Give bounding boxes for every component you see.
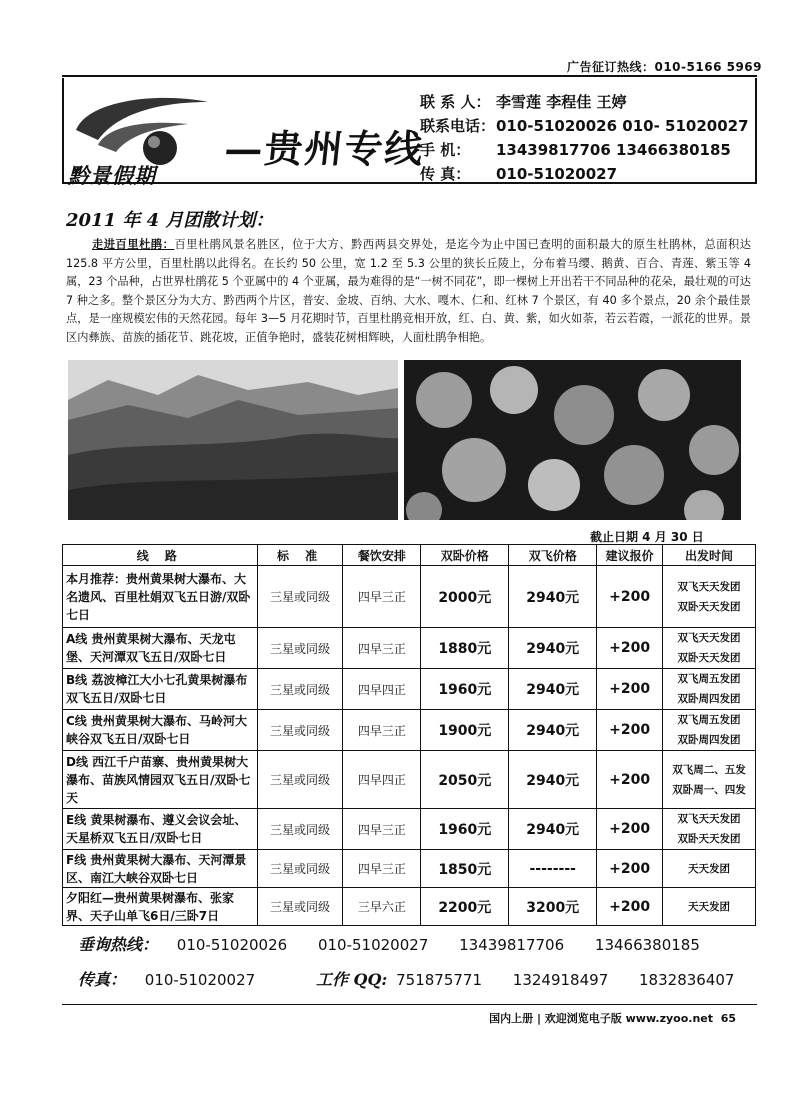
col-header-departure: 出发时间 [663,545,756,566]
hotline-number: 13439817706 [459,936,565,954]
contact-value: 010-51020026 010- 51020027 [496,117,749,135]
fax-number: 010-51020027 [144,971,256,989]
departure-cell [663,669,756,710]
departure-line: 双飞周五发团 [677,673,741,685]
col-header-standard: 标 准 [257,545,343,566]
departure-cell [663,566,756,628]
footer-fax-qq [78,967,760,990]
departure-cell [663,888,756,926]
sleeper-price-cell: 2050元 [421,751,509,809]
qq-number: 1324918497 [512,971,609,989]
contact-person [420,92,626,112]
markup-cell: +200 [597,710,663,751]
route-cell: C线 贵州黄果树大瀑布、马岭河大峡谷双飞五日/双卧七日 [63,710,258,751]
departure-line: 双飞天天发团 [677,813,741,825]
table-row [63,850,756,888]
contact-value: 李雪莲 李程佳 王婷 [496,93,627,111]
route-cell: 本月推荐：贵州黄果树大瀑布、大名遗风、百里杜娟双飞五日游/双卧七日 [63,566,258,628]
meals-cell: 三早六正 [343,888,421,926]
qq-label: 工作 QQ: [315,970,388,989]
flight-price-cell: 2940元 [509,809,597,850]
route-cell: A线 贵州黄果树大瀑布、天龙屯堡、天河潭双飞五日/双卧七日 [63,628,258,669]
departure-line: 双飞周五发团 [677,714,741,726]
table-row [63,566,756,628]
page-footer-text: 国内上册 | 欢迎浏览电子版 www.zyoo.net [489,1012,714,1025]
azalea-photo [404,360,741,520]
hotline-number: 010-51020027 [317,936,429,954]
standard-cell: 三星或同级 [257,669,343,710]
brand-name: 黔景假期 [68,163,156,188]
standard-cell: 三星或同级 [257,751,343,809]
departure-line: 双飞天天发团 [677,632,741,644]
departure-line: 双卧天天发团 [677,652,741,664]
standard-cell: 三星或同级 [257,710,343,751]
ad-hotline: 广告征订热线：010-5166 5969 [566,60,762,74]
deadline: 截止日期 4 月 30 日 [590,530,704,544]
meals-cell: 四早三正 [343,809,421,850]
departure-line: 双卧周四发团 [677,693,741,705]
contact-value: 010-51020027 [496,165,618,183]
meals-cell: 四早三正 [343,628,421,669]
departure-line: 双飞周二、五发 [672,763,746,776]
departure-line: 双卧周四发团 [677,734,741,746]
footer-hotlines [78,932,726,955]
route-cell: E线 黄果树瀑布、遵义会议会址、天星桥双飞五日/双卧七日 [63,809,258,850]
table-row [63,888,756,926]
qq-number: 751875771 [396,971,483,989]
markup-cell: +200 [597,809,663,850]
flight-price-cell: 2940元 [509,669,597,710]
sleeper-price-cell: 1880元 [421,628,509,669]
standard-cell: 三星或同级 [257,628,343,669]
departure-cell [663,751,756,809]
meals-cell: 四早四正 [343,751,421,809]
flight-price-cell: 2940元 [509,566,597,628]
departure-cell [663,628,756,669]
sleeper-price-cell: 1960元 [421,669,509,710]
route-cell: D线 西江千户苗寨、贵州黄果树大瀑布、苗族风情园双飞五日/双卧七天 [63,751,258,809]
hotline-label: 垂询热线： [78,935,159,954]
flight-price-cell: 2940元 [509,628,597,669]
contact-value: 13439817706 13466380185 [496,141,731,159]
hotline-number: 010-51020026 [176,936,288,954]
departure-line: 双卧天天发团 [677,600,741,613]
markup-cell: +200 [597,566,663,628]
line-name: —贵州专线 [222,126,428,171]
meals-cell: 四早四正 [343,669,421,710]
departure-cell [663,850,756,888]
markup-cell: +200 [597,850,663,888]
meals-cell: 四早三正 [343,710,421,751]
col-header-meals: 餐饮安排 [343,545,421,566]
markup-cell: +200 [597,751,663,809]
departure-line: 双卧周一、四发 [672,783,746,796]
route-cell: B线 荔波樟江大小七孔黄果树瀑布双飞五日/双卧七日 [63,669,258,710]
standard-cell: 三星或同级 [257,566,343,628]
table-header-row [63,545,756,566]
contact-fax [420,164,617,184]
departure-line: 天天发团 [688,862,731,875]
contact-label: 传 真： [420,165,471,183]
sleeper-price-cell: 1900元 [421,710,509,751]
table-row [63,669,756,710]
standard-cell: 三星或同级 [257,809,343,850]
departure-line: 双卧天天发团 [677,833,741,845]
sleeper-price-cell: 2200元 [421,888,509,926]
table-row [63,809,756,850]
table-row [63,710,756,751]
tour-table-body [63,566,756,926]
route-cell: 夕阳红—贵州黄果树瀑布、张家界、天子山单飞6日/三卧7日 [63,888,258,926]
markup-cell: +200 [597,628,663,669]
standard-cell: 三星或同级 [257,888,343,926]
departure-line: 双飞天天发团 [677,580,741,593]
flight-price-cell: 2940元 [509,751,597,809]
hotline-number: 13466380185 [594,936,700,954]
contact-label: 联 系 人： [420,93,491,111]
tour-price-table [62,544,756,926]
intro-highlight: 走进百里杜鹃： [92,238,175,251]
contact-label: 手 机： [420,141,471,159]
markup-cell: +200 [597,888,663,926]
footer-rule [62,1004,757,1005]
col-header-markup: 建议报价 [597,545,663,566]
sleeper-price-cell: 2000元 [421,566,509,628]
intro-text: 百里杜鹃风景名胜区，位于大方、黔西两县交界处，是迄今为止中国已查明的面积最大的原生杜鹃林，总面积达 125.8 平方公里，百里杜鹃以此得名。在长约 50 公里，宽 1.2 至 5.3 公里的狭长丘陵上，分布着马缨、鹅黄、百合、青莲、紫玉等 4 属，23 个品种，占世界杜鹃花 5 个亚属中的 4 个亚属，最为难得的是“一树不同花”，即一棵树上开出若干不同品种的花朵，最壮观的可达 7 种之多。整个景区分为大方、黔西两个片区，普安、金坡、百纳、大水、嘎木、仁和、红林 7 个景区，有 40 多个景点，20 余个最佳景点，是一座规模宏伟的天然花园。每年 3—5 月花期时节，百里杜鹃竞相开放，红、白、黄、紫，如火如荼，若云若霞，一派花的世界。景区内彝族、苗族的插花节、跳花坡，正值争艳时，盛装花树相辉映，人面杜鹃争相艳。 [66,238,751,344]
col-header-sleeper-price: 双卧价格 [421,545,509,566]
page-number: 65 [720,1012,736,1025]
sleeper-price-cell: 1960元 [421,809,509,850]
col-header-route: 线 路 [63,545,258,566]
flight-price-cell: 2940元 [509,710,597,751]
intro-paragraph [66,236,751,347]
departure-cell [663,710,756,751]
contact-phone [420,116,749,136]
table-row [63,751,756,809]
top-rule [62,75,757,77]
departure-cell [663,809,756,850]
sleeper-price-cell: 1850元 [421,850,509,888]
table-row [63,628,756,669]
departure-line: 天天发团 [688,900,731,913]
contact-mobile [420,140,731,160]
flight-price-cell: -------- [509,850,597,888]
qq-number: 1832836407 [639,971,735,989]
page-footer [489,1010,736,1026]
col-header-flight-price: 双飞价格 [509,545,597,566]
standard-cell: 三星或同级 [257,850,343,888]
meals-cell: 四早三正 [343,566,421,628]
mountain-photo [68,360,398,520]
meals-cell: 四早三正 [343,850,421,888]
route-cell: F线 贵州黄果树大瀑布、天河潭景区、南江大峡谷双卧七日 [63,850,258,888]
contact-label: 联系电话： [420,117,496,135]
markup-cell: +200 [597,669,663,710]
flight-price-cell: 3200元 [509,888,597,926]
fax-label: 传真： [78,970,127,989]
plan-title: 2011 年 4 月团散计划： [66,210,274,231]
